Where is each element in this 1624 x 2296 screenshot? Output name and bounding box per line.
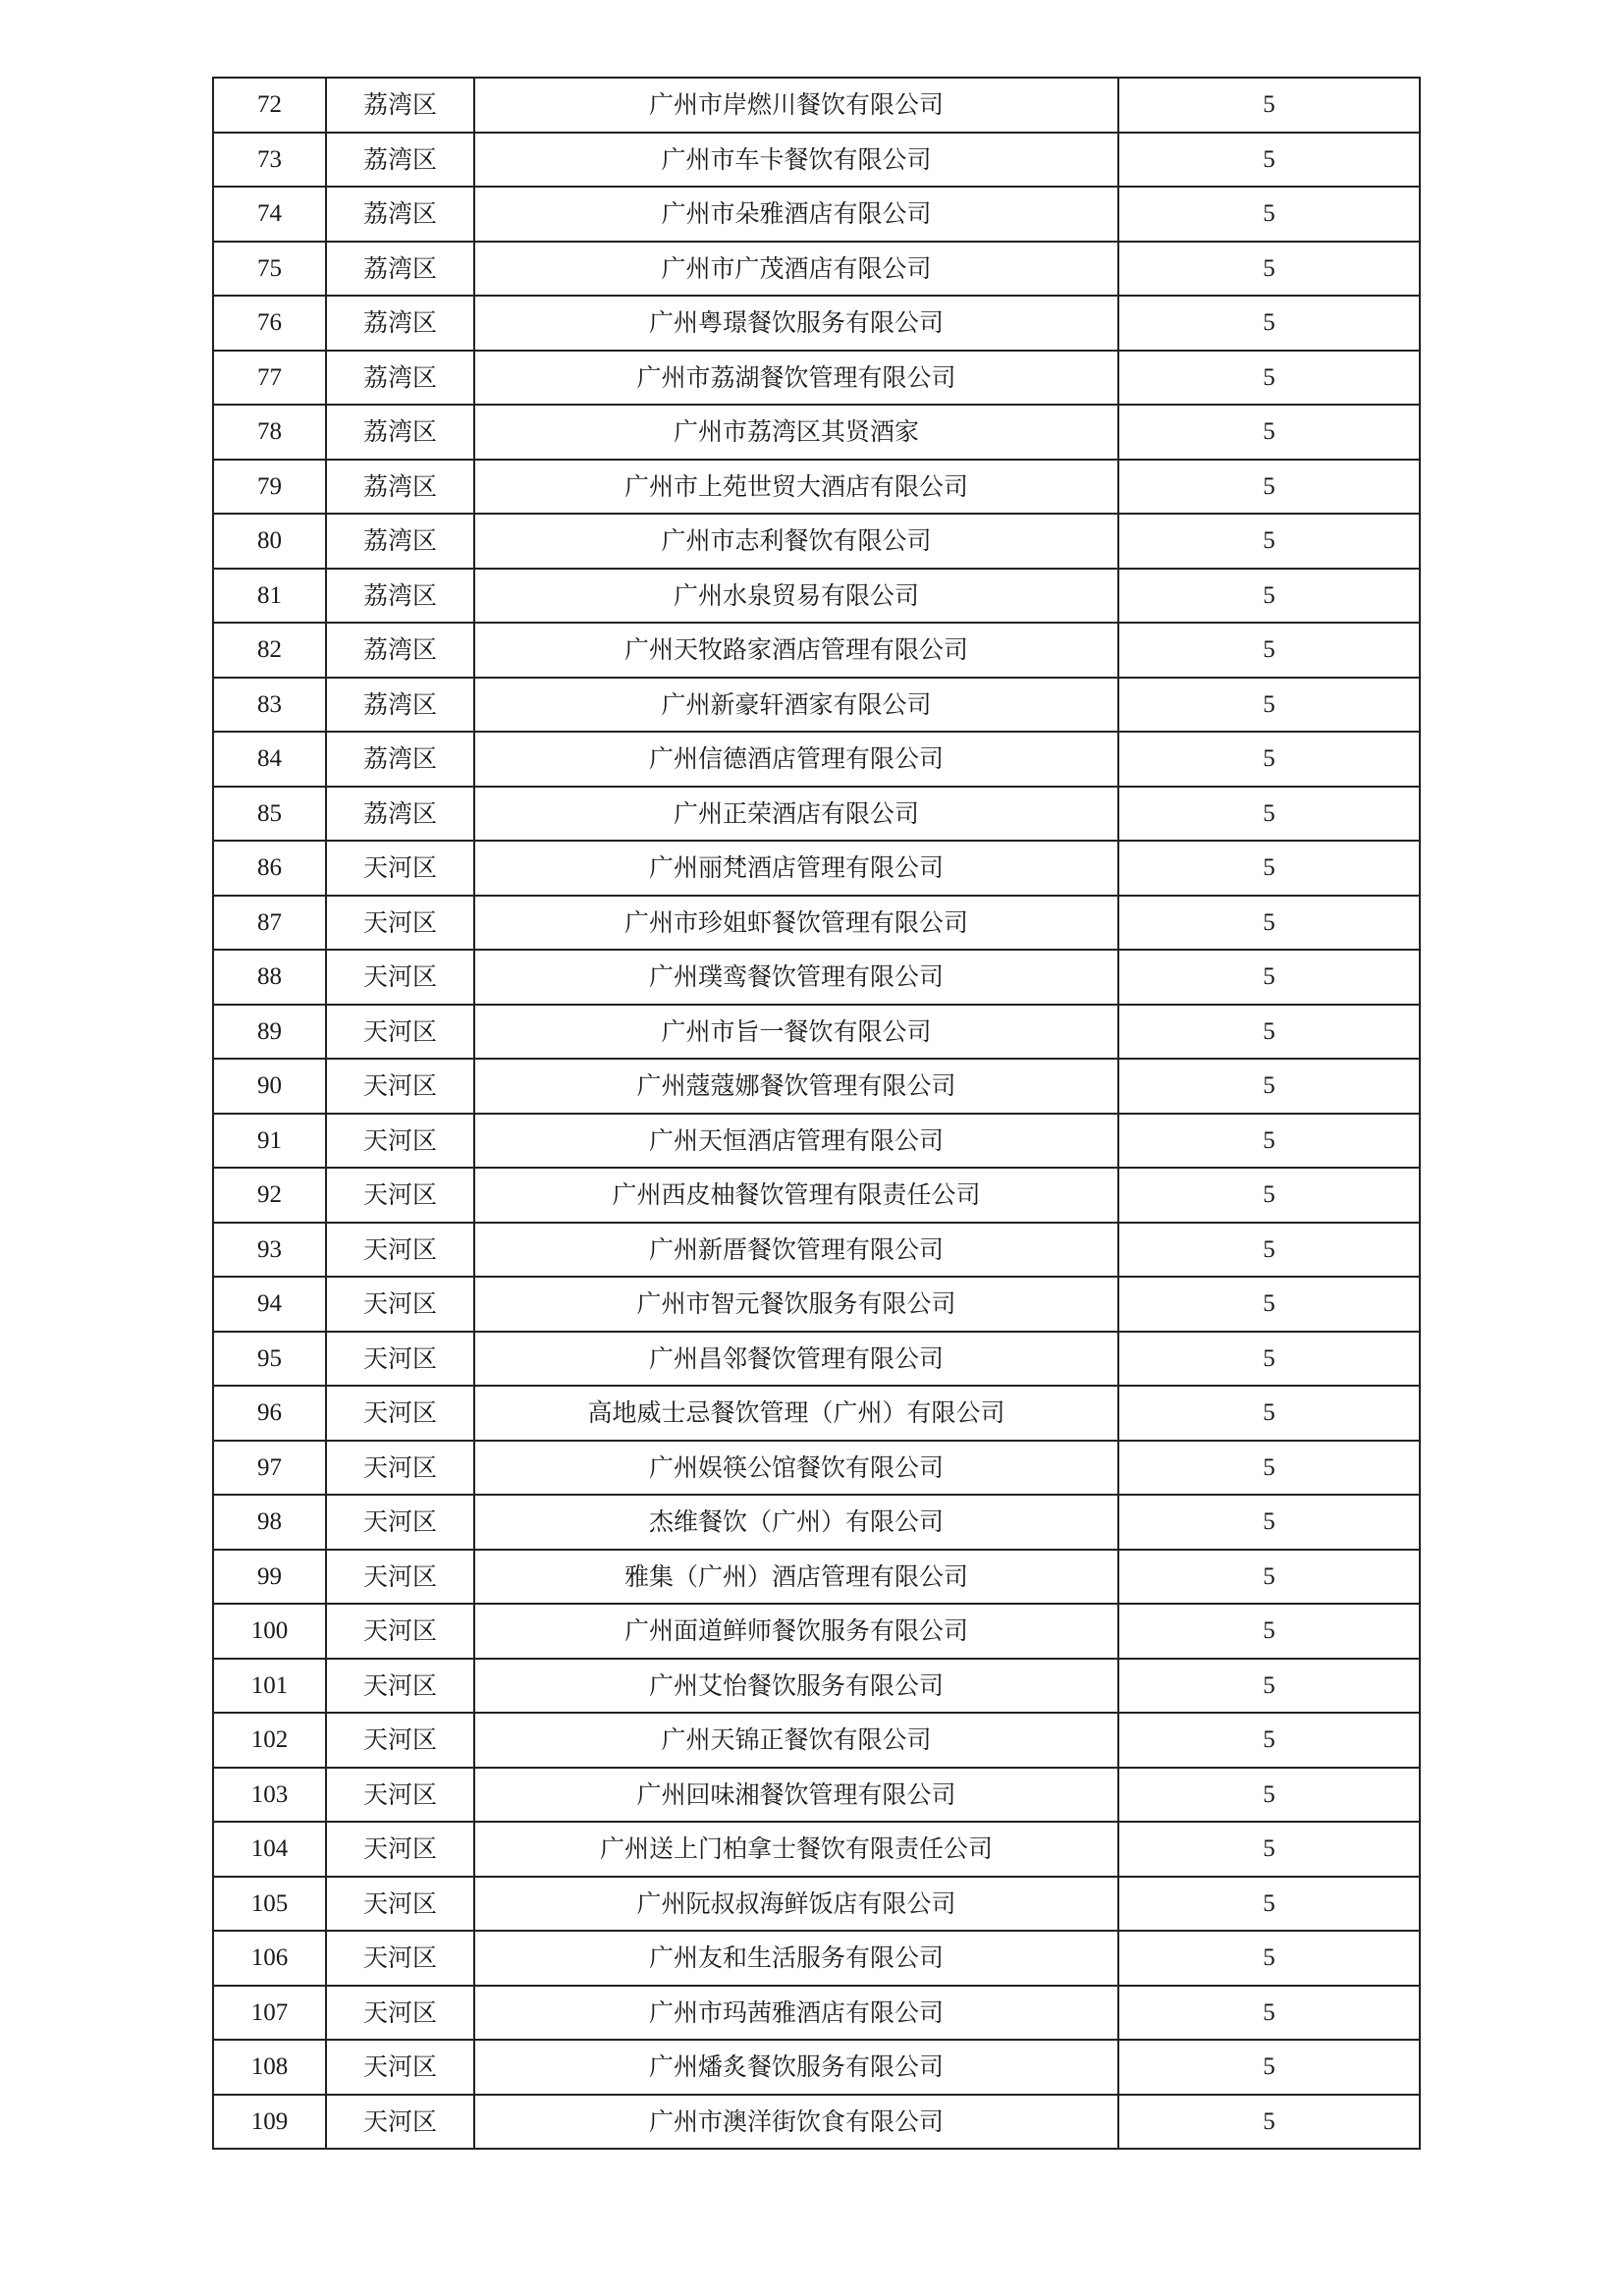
- score-cell: 5: [1118, 1550, 1420, 1605]
- row-number-cell: 84: [213, 732, 326, 787]
- table-row: [213, 1768, 1420, 1823]
- row-number-cell: 99: [213, 1550, 326, 1605]
- score-cell: 5: [1118, 896, 1420, 951]
- score-cell: 5: [1118, 351, 1420, 406]
- district-cell: 荔湾区: [326, 78, 474, 133]
- table-row: [213, 1059, 1420, 1114]
- company-name-cell: 广州水泉贸易有限公司: [474, 569, 1118, 624]
- district-cell: 天河区: [326, 1768, 474, 1823]
- score-cell: 5: [1118, 787, 1420, 842]
- district-cell: 荔湾区: [326, 133, 474, 188]
- score-cell: 5: [1118, 405, 1420, 460]
- company-name-cell: 广州阮叔叔海鲜饭店有限公司: [474, 1877, 1118, 1932]
- company-name-cell: 广州市上苑世贸大酒店有限公司: [474, 460, 1118, 515]
- table-row: [213, 78, 1420, 133]
- company-name-cell: 杰维餐饮（广州）有限公司: [474, 1495, 1118, 1550]
- district-cell: 荔湾区: [326, 296, 474, 351]
- district-cell: 天河区: [326, 1713, 474, 1768]
- table-row: [213, 514, 1420, 569]
- table-row: [213, 732, 1420, 787]
- row-number-cell: 91: [213, 1114, 326, 1169]
- score-cell: 5: [1118, 1713, 1420, 1768]
- district-cell: 天河区: [326, 1332, 474, 1387]
- company-name-cell: 广州面道鲜师餐饮服务有限公司: [474, 1604, 1118, 1659]
- row-number-cell: 106: [213, 1931, 326, 1986]
- district-cell: 荔湾区: [326, 787, 474, 842]
- table-row: [213, 1931, 1420, 1986]
- row-number-cell: 101: [213, 1659, 326, 1714]
- company-name-cell: 广州送上门柏拿士餐饮有限责任公司: [474, 1822, 1118, 1877]
- table-row: [213, 460, 1420, 515]
- row-number-cell: 78: [213, 405, 326, 460]
- company-name-cell: 广州蔻蔻娜餐饮管理有限公司: [474, 1059, 1118, 1114]
- company-name-cell: 高地威士忌餐饮管理（广州）有限公司: [474, 1386, 1118, 1441]
- score-cell: 5: [1118, 1604, 1420, 1659]
- table-row: [213, 623, 1420, 678]
- district-cell: 天河区: [326, 1223, 474, 1278]
- score-cell: 5: [1118, 1659, 1420, 1714]
- table-row: [213, 950, 1420, 1005]
- row-number-cell: 92: [213, 1168, 326, 1223]
- score-cell: 5: [1118, 514, 1420, 569]
- company-name-cell: 广州市广茂酒店有限公司: [474, 242, 1118, 297]
- district-cell: 荔湾区: [326, 405, 474, 460]
- row-number-cell: 89: [213, 1005, 326, 1060]
- row-number-cell: 96: [213, 1386, 326, 1441]
- district-cell: 天河区: [326, 1877, 474, 1932]
- company-name-cell: 广州市荔湾区其贤酒家: [474, 405, 1118, 460]
- table-row: [213, 1659, 1420, 1714]
- company-name-cell: 广州昌邻餐饮管理有限公司: [474, 1332, 1118, 1387]
- district-cell: 荔湾区: [326, 460, 474, 515]
- company-name-cell: 广州燔炙餐饮服务有限公司: [474, 2040, 1118, 2095]
- table-row: [213, 841, 1420, 896]
- table-row: [213, 296, 1420, 351]
- score-cell: 5: [1118, 841, 1420, 896]
- score-cell: 5: [1118, 1441, 1420, 1496]
- district-cell: 天河区: [326, 841, 474, 896]
- row-number-cell: 102: [213, 1713, 326, 1768]
- company-name-cell: 广州粤璟餐饮服务有限公司: [474, 296, 1118, 351]
- row-number-cell: 90: [213, 1059, 326, 1114]
- district-cell: 天河区: [326, 1604, 474, 1659]
- row-number-cell: 104: [213, 1822, 326, 1877]
- district-cell: 天河区: [326, 1114, 474, 1169]
- company-name-cell: 广州丽梵酒店管理有限公司: [474, 841, 1118, 896]
- table-row: [213, 351, 1420, 406]
- district-cell: 天河区: [326, 1550, 474, 1605]
- district-cell: 天河区: [326, 1659, 474, 1714]
- table-row: [213, 242, 1420, 297]
- score-cell: 5: [1118, 1059, 1420, 1114]
- score-cell: 5: [1118, 1495, 1420, 1550]
- company-name-cell: 广州西皮柚餐饮管理有限责任公司: [474, 1168, 1118, 1223]
- company-name-cell: 广州市志利餐饮有限公司: [474, 514, 1118, 569]
- district-cell: 荔湾区: [326, 623, 474, 678]
- table-row: [213, 1495, 1420, 1550]
- table-row: [213, 1114, 1420, 1169]
- table-row: [213, 1223, 1420, 1278]
- table-row: [213, 1713, 1420, 1768]
- score-cell: 5: [1118, 678, 1420, 733]
- row-number-cell: 76: [213, 296, 326, 351]
- row-number-cell: 85: [213, 787, 326, 842]
- row-number-cell: 87: [213, 896, 326, 951]
- table-row: [213, 1386, 1420, 1441]
- company-name-cell: 广州市车卡餐饮有限公司: [474, 133, 1118, 188]
- score-cell: 5: [1118, 1386, 1420, 1441]
- row-number-cell: 80: [213, 514, 326, 569]
- company-name-cell: 广州艾怡餐饮服务有限公司: [474, 1659, 1118, 1714]
- row-number-cell: 100: [213, 1604, 326, 1659]
- district-cell: 天河区: [326, 1277, 474, 1332]
- score-cell: 5: [1118, 2040, 1420, 2095]
- district-cell: 荔湾区: [326, 678, 474, 733]
- table-row: [213, 1877, 1420, 1932]
- score-cell: 5: [1118, 78, 1420, 133]
- district-cell: 天河区: [326, 1931, 474, 1986]
- company-name-cell: 广州新厝餐饮管理有限公司: [474, 1223, 1118, 1278]
- table-row: [213, 1986, 1420, 2041]
- company-name-cell: 广州正荣酒店有限公司: [474, 787, 1118, 842]
- score-cell: 5: [1118, 2095, 1420, 2150]
- table-row: [213, 1005, 1420, 1060]
- company-name-cell: 广州天锦正餐饮有限公司: [474, 1713, 1118, 1768]
- district-cell: 天河区: [326, 1441, 474, 1496]
- score-cell: 5: [1118, 1332, 1420, 1387]
- table-row: [213, 2040, 1420, 2095]
- company-name-cell: 广州新豪轩酒家有限公司: [474, 678, 1118, 733]
- score-cell: 5: [1118, 1277, 1420, 1332]
- score-cell: 5: [1118, 1168, 1420, 1223]
- table-body: [213, 78, 1420, 2149]
- score-cell: 5: [1118, 1822, 1420, 1877]
- district-cell: 天河区: [326, 2040, 474, 2095]
- table-row: [213, 1168, 1420, 1223]
- row-number-cell: 77: [213, 351, 326, 406]
- score-cell: 5: [1118, 460, 1420, 515]
- district-cell: 天河区: [326, 896, 474, 951]
- district-cell: 天河区: [326, 2095, 474, 2150]
- company-name-cell: 广州娱筷公馆餐饮有限公司: [474, 1441, 1118, 1496]
- district-cell: 荔湾区: [326, 187, 474, 242]
- row-number-cell: 86: [213, 841, 326, 896]
- company-name-cell: 广州市岸燃川餐饮有限公司: [474, 78, 1118, 133]
- row-number-cell: 105: [213, 1877, 326, 1932]
- score-cell: 5: [1118, 1114, 1420, 1169]
- score-cell: 5: [1118, 950, 1420, 1005]
- company-name-cell: 广州市玛茜雅酒店有限公司: [474, 1986, 1118, 2041]
- table-row: [213, 187, 1420, 242]
- row-number-cell: 97: [213, 1441, 326, 1496]
- score-cell: 5: [1118, 1877, 1420, 1932]
- score-cell: 5: [1118, 133, 1420, 188]
- table-row: [213, 787, 1420, 842]
- company-name-cell: 广州市荔湖餐饮管理有限公司: [474, 351, 1118, 406]
- row-number-cell: 82: [213, 623, 326, 678]
- row-number-cell: 95: [213, 1332, 326, 1387]
- district-cell: 荔湾区: [326, 351, 474, 406]
- district-cell: 天河区: [326, 1495, 474, 1550]
- row-number-cell: 88: [213, 950, 326, 1005]
- company-name-cell: 广州璞鸾餐饮管理有限公司: [474, 950, 1118, 1005]
- district-cell: 天河区: [326, 1005, 474, 1060]
- district-cell: 天河区: [326, 1822, 474, 1877]
- row-number-cell: 103: [213, 1768, 326, 1823]
- district-cell: 天河区: [326, 1386, 474, 1441]
- company-name-cell: 广州市澳洋街饮食有限公司: [474, 2095, 1118, 2150]
- company-name-cell: 广州市朵雅酒店有限公司: [474, 187, 1118, 242]
- score-cell: 5: [1118, 732, 1420, 787]
- row-number-cell: 107: [213, 1986, 326, 2041]
- score-cell: 5: [1118, 1986, 1420, 2041]
- row-number-cell: 83: [213, 678, 326, 733]
- table-row: [213, 1332, 1420, 1387]
- table-row: [213, 1604, 1420, 1659]
- table-row: [213, 1441, 1420, 1496]
- district-cell: 天河区: [326, 1168, 474, 1223]
- row-number-cell: 98: [213, 1495, 326, 1550]
- company-name-cell: 广州市智元餐饮服务有限公司: [474, 1277, 1118, 1332]
- district-cell: 天河区: [326, 1986, 474, 2041]
- company-name-cell: 广州回味湘餐饮管理有限公司: [474, 1768, 1118, 1823]
- score-cell: 5: [1118, 623, 1420, 678]
- score-cell: 5: [1118, 569, 1420, 624]
- table-row: [213, 678, 1420, 733]
- row-number-cell: 93: [213, 1223, 326, 1278]
- district-cell: 荔湾区: [326, 732, 474, 787]
- table-row: [213, 1822, 1420, 1877]
- company-name-cell: 广州友和生活服务有限公司: [474, 1931, 1118, 1986]
- score-cell: 5: [1118, 1223, 1420, 1278]
- company-list-table: [212, 77, 1421, 2150]
- row-number-cell: 73: [213, 133, 326, 188]
- score-cell: 5: [1118, 1005, 1420, 1060]
- row-number-cell: 74: [213, 187, 326, 242]
- row-number-cell: 79: [213, 460, 326, 515]
- district-cell: 天河区: [326, 1059, 474, 1114]
- score-cell: 5: [1118, 242, 1420, 297]
- company-name-cell: 广州市旨一餐饮有限公司: [474, 1005, 1118, 1060]
- company-name-cell: 广州市珍姐虾餐饮管理有限公司: [474, 896, 1118, 951]
- table-row: [213, 2095, 1420, 2150]
- table-row: [213, 1277, 1420, 1332]
- company-name-cell: 广州天恒酒店管理有限公司: [474, 1114, 1118, 1169]
- score-cell: 5: [1118, 1931, 1420, 1986]
- table-row: [213, 405, 1420, 460]
- table-row: [213, 569, 1420, 624]
- score-cell: 5: [1118, 1768, 1420, 1823]
- row-number-cell: 75: [213, 242, 326, 297]
- row-number-cell: 72: [213, 78, 326, 133]
- company-name-cell: 广州信德酒店管理有限公司: [474, 732, 1118, 787]
- table-row: [213, 133, 1420, 188]
- district-cell: 天河区: [326, 950, 474, 1005]
- table-row: [213, 896, 1420, 951]
- district-cell: 荔湾区: [326, 514, 474, 569]
- company-name-cell: 雅集（广州）酒店管理有限公司: [474, 1550, 1118, 1605]
- score-cell: 5: [1118, 296, 1420, 351]
- row-number-cell: 108: [213, 2040, 326, 2095]
- score-cell: 5: [1118, 187, 1420, 242]
- row-number-cell: 94: [213, 1277, 326, 1332]
- district-cell: 荔湾区: [326, 242, 474, 297]
- row-number-cell: 81: [213, 569, 326, 624]
- table-row: [213, 1550, 1420, 1605]
- district-cell: 荔湾区: [326, 569, 474, 624]
- company-name-cell: 广州天牧路家酒店管理有限公司: [474, 623, 1118, 678]
- row-number-cell: 109: [213, 2095, 326, 2150]
